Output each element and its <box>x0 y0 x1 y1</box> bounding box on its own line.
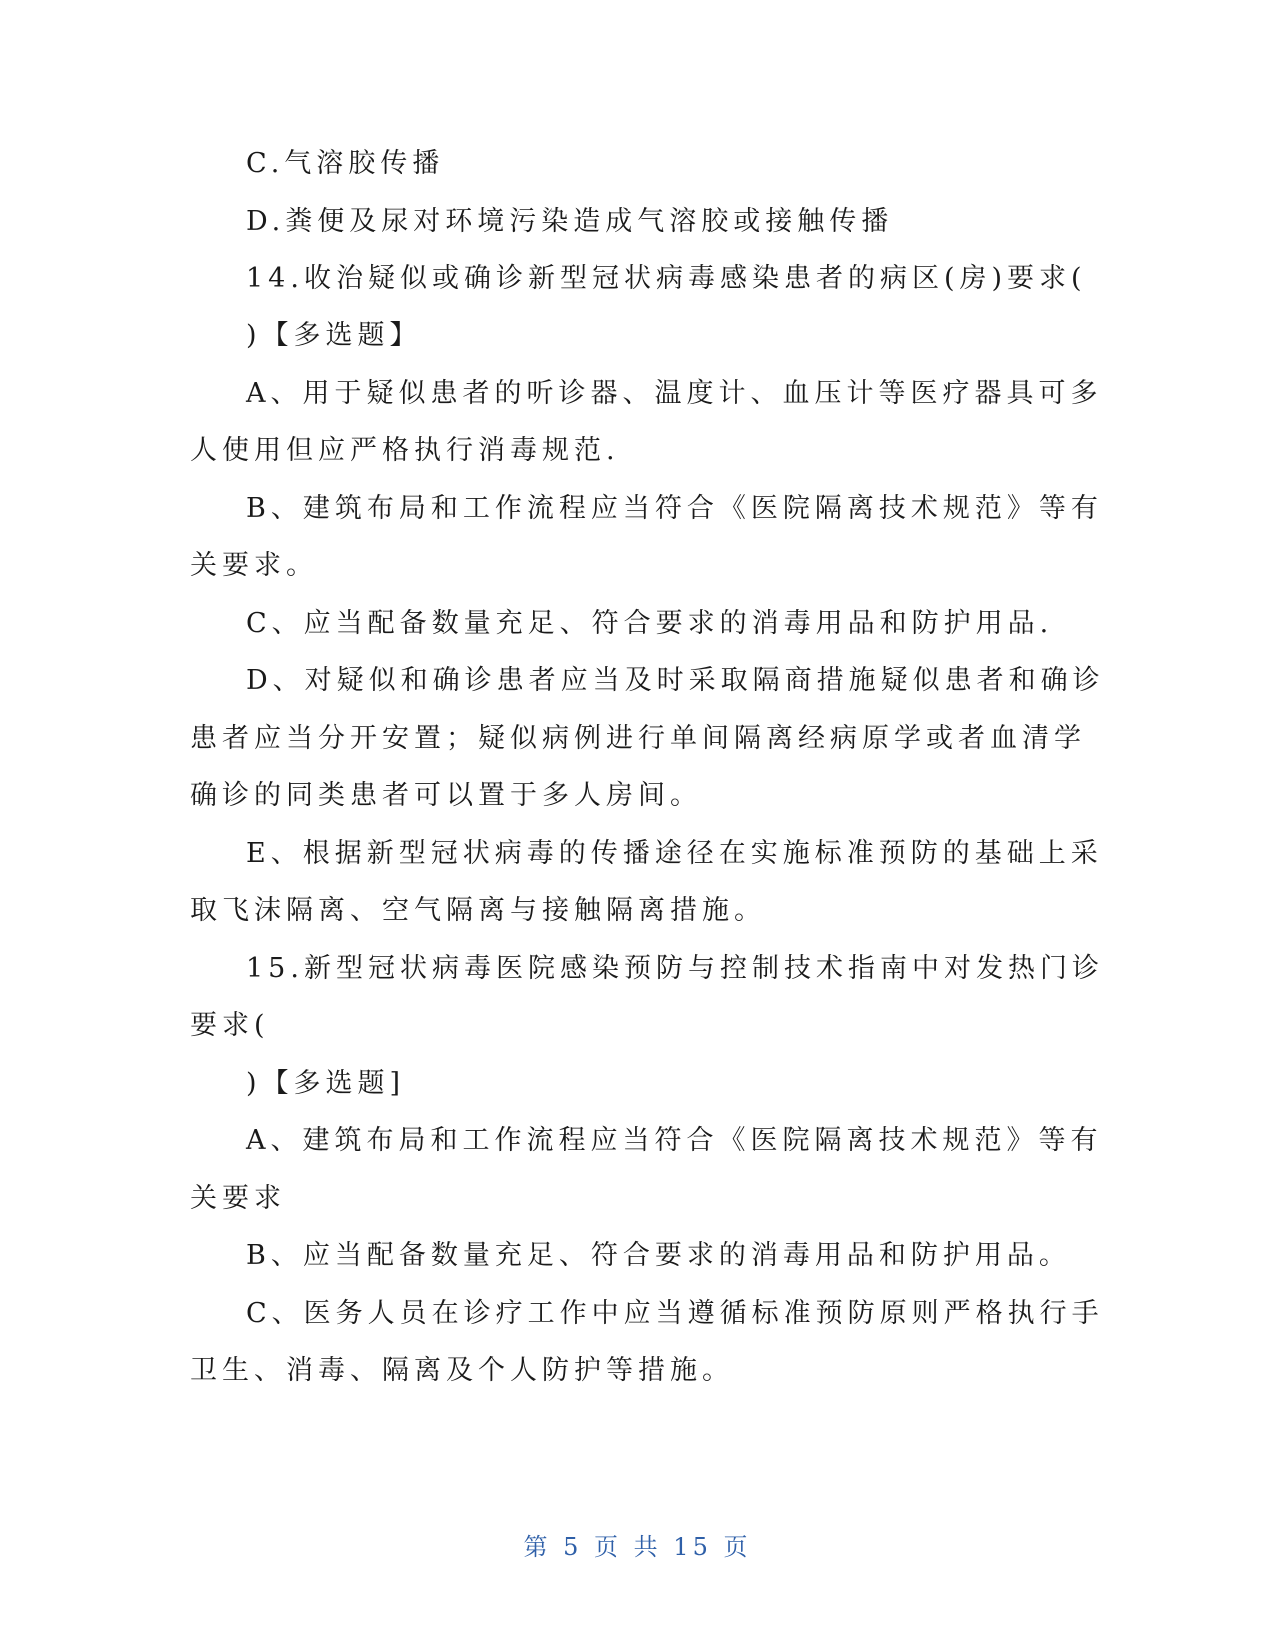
q14-option-c: C、应当配备数量充足、符合要求的消毒用品和防护用品. <box>246 608 1054 639</box>
page-number-footer: 第 5 页 共 15 页 <box>523 1533 752 1561</box>
q14-option-b-line1: B、建筑布局和工作流程应当符合《医院隔离技术规范》等有 <box>246 493 1103 524</box>
question-15-text-line1: 15.新型冠状病毒医院感染预防与控制技术指南中对发热门诊 <box>246 953 1104 984</box>
q14-option-b-line2: 关要求。 <box>190 550 318 581</box>
q14-option-d-line2: 患者应当分开安置；疑似病例进行单间隔离经病原学或者血清学 <box>190 723 1086 754</box>
option-c-q13: C.气溶胶传播 <box>246 148 445 179</box>
q15-option-c-line1: C、医务人员在诊疗工作中应当遵循标准预防原则严格执行手 <box>246 1298 1104 1329</box>
q14-option-a-line1: A、用于疑似患者的听诊器、温度计、血压计等医疗器具可多 <box>246 378 1103 409</box>
q15-option-a-line2: 关要求 <box>190 1183 286 1214</box>
q15-option-c-line2: 卫生、消毒、隔离及个人防护等措施。 <box>190 1355 734 1386</box>
question-15-text-line2: 要求( <box>190 1010 270 1041</box>
q14-option-d-line3: 确诊的同类患者可以置于多人房间。 <box>190 780 702 811</box>
q15-option-b: B、应当配备数量充足、符合要求的消毒用品和防护用品。 <box>246 1240 1071 1271</box>
q15-option-a-line1: A、建筑布局和工作流程应当符合《医院隔离技术规范》等有 <box>246 1125 1103 1156</box>
question-14-type: )【多选题】 <box>246 320 422 351</box>
q14-option-e-line2: 取飞沫隔离、空气隔离与接触隔离措施。 <box>190 895 766 926</box>
question-14-text: 14.收治疑似或确诊新型冠状病毒感染患者的病区(房)要求( <box>246 263 1087 294</box>
q14-option-a-line2: 人使用但应严格执行消毒规范. <box>190 435 620 466</box>
q14-option-e-line1: E、根据新型冠状病毒的传播途径在实施标准预防的基础上采 <box>246 838 1103 869</box>
q14-option-d-line1: D、对疑似和确诊患者应当及时采取隔商措施疑似患者和确诊 <box>246 665 1105 696</box>
option-d-q13: D.粪便及尿对环境污染造成气溶胶或接触传播 <box>246 206 894 237</box>
question-15-type: )【多选题] <box>246 1068 406 1099</box>
